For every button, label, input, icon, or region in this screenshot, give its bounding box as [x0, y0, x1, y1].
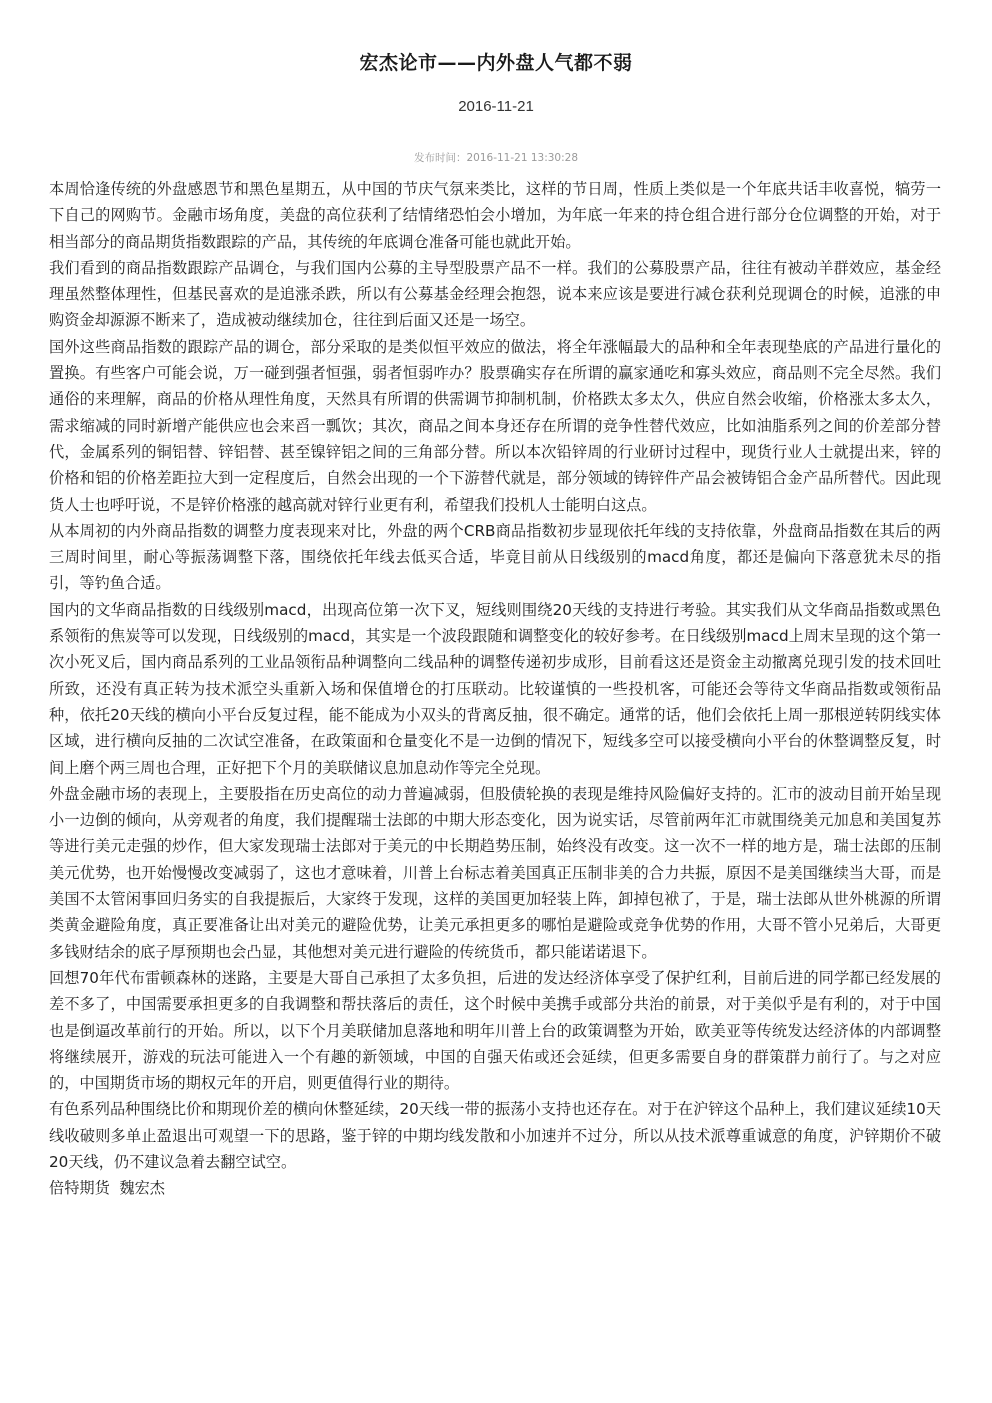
publish-time: 发布时间：2016-11-21 13:30:28 [413, 152, 579, 164]
article-paragraph: 从本周初的内外商品指数的调整力度表现来对比，外盘的两个CRB商品指数初步显现依托年线的支持依靠，外盘商品指数在其后的两三周时间里，耐心等振荡调整下落，围绕依托年线去低买合适，毕竟目前从日线级别的macd角度，都还是偏向下落意犹未尽的指引，等钓鱼合适。 [49, 521, 941, 593]
article-paragraph: 外盘金融市场的表现上，主要股指在历史高位的动力普遍减弱，但股债轮换的表现是维持风险偏好支持的。汇市的波动目前开始呈现小一边倒的倾向，从旁观者的角度，我们提醒瑞士法郎的中期大形态变化，因为说实话，尽管前两年汇市就围绕美元加息和美国复苏等进行美元走强的炒作，但大家发现瑞士法郎对于美元的中长期趋势压制，始终没有改变。这一次不一样的地方是，瑞士法郎的压制美元优势，也开始慢慢改变减弱了，这也才意味着，川普上台标志着美国真正压制非美的合力共振，原因不是美国继续当大哥，而是美国不太管闲事回归务实的自我提振后，大家终于发现，这样的美国更加轻装上阵，卸掉包袱了，于是，瑞士法郎从世外桃源的所谓类黄金避险角度，真正要准备让出对美元的避险优势，让美元承担更多的哪怕是避险或竞争优势的作用，大哥不管小兄弟后，大哥更多钱财结余的底子厚预期也会凸显，其他想对美元进行避险的传统货币，都只能诺诺退下。 [49, 784, 941, 961]
article-paragraph: 回想70年代布雷顿森林的迷路，主要是大哥自己承担了太多负担，后进的发达经济体享受了保护红利，目前后进的同学都已经发展的差不多了，中国需要承担更多的自我调整和帮扶落后的责任，这个时候中美携手或部分共治的前景，对于美似乎是有利的，对于中国也是倒逼改革前行的开始。所以，以下个月美联储加息落地和明年川普上台的政策调整为开始，欧美亚等传统发达经济体的内部调整将继续展开，游戏的玩法可能进入一个有趣的新领域，中国的自强天佑或还会延续，但更多需要自身的群策群力前行了。与之对应的，中国期货市场的期权元年的开启，则更值得行业的期待。 [49, 968, 941, 1093]
article-paragraph: 国外这些商品指数的跟踪产品的调仓，部分采取的是类似恒平效应的做法，将全年涨幅最大的品种和全年表现垫底的产品进行量化的置换。有些客户可能会说，万一碰到强者恒强，弱者恒弱咋办？股票确实存在所谓的赢家通吃和寡头效应，商品则不完全尽然。我们通俗的来理解，商品的价格从理性角度，天然具有所谓的供需调节抑制机制，价格跌太多太久，供应自然会收缩，价格涨太多太久，需求缩减的同时新增产能供应也会来舀一瓢饮；其次，商品之间本身还存在所谓的竞争性替代效应，比如油脂系列之间的价差部分替代，金属系列的铜铝替、锌铝替、甚至镍锌铝之间的三角部分替。所以本次铅锌周的行业研讨过程中，现货行业人士就提出来，锌的价格和铝的价格差距拉大到一定程度后，自然会出现的一个下游替代就是，部分领域的铸锌件产品会被铸铝合金产品所替代。因此现货人士也呼吁说，不是锌价格涨的越高就对锌行业更有利，希望我们投机人士能明白这点。 [49, 337, 941, 514]
article-paragraph: 本周恰逢传统的外盘感恩节和黑色星期五，从中国的节庆气氛来类比，这样的节日周，性质上类似是一个年底共话丰收喜悦，犒劳一下自己的网购节。金融市场角度，美盘的高位获利了结情绪恐怕会小增加，为年底一年来的持仓组合进行部分仓位调整的开始，对于相当部分的商品期货指数跟踪的产品，其传统的年底调仓准备可能也就此开始。 [49, 180, 941, 251]
article-date: 2016-11-21 [458, 98, 534, 115]
article-title: 宏杰论市——内外盘人气都不弱 [359, 52, 633, 74]
article-paragraph: 我们看到的商品指数跟踪产品调仓，与我们国内公募的主导型股票产品不一样。我们的公募股票产品，往往有被动羊群效应，基金经理虽然整体理性，但基民喜欢的是追涨杀跌，所以有公募基金经理会抱怨，说本来应该是要进行减仓获利兑现调仓的时候，追涨的申购资金却源源不断来了，造成被动继续加仓，往往到后面又还是一场空。 [49, 258, 941, 330]
article-body [49, 176, 941, 1202]
author-signature: 倍特期货 魏宏杰 [49, 1179, 165, 1198]
article-paragraph: 有色系列品种围绕比价和期现价差的横向休整延续，20天线一带的振荡小支持也还存在。对于在沪锌这个品种上，我们建议延续10天线收破则多单止盈退出可观望一下的思路，鉴于锌的中期均线发散和小加速并不过分，所以从技术派尊重诚意的角度，沪锌期价不破20天线，仍不建议急着去翻空试空。 [49, 1100, 941, 1171]
article-paragraph: 国内的文华商品指数的日线级别macd，出现高位第一次下叉，短线则围绕20天线的支持进行考验。其实我们从文华商品指数或黑色系领衔的焦炭等可以发现，日线级别的macd，其实是一个波段跟随和调整变化的较好参考。在日线级别macd上周末呈现的这个第一次小死叉后，国内商品系列的工业品领衔品种调整向二线品种的调整传递初步成形，目前看这还是资金主动撤离兑现引发的技术回吐所致，还没有真正转为技术派空头重新入场和保值增仓的打压联动。比较谨慎的一些投机客，可能还会等待文华商品指数或领衔品种，依托20天线的横向小平台反复过程，能不能成为小双头的背离反抽，很不确定。通常的话，他们会依托上周一那根逆转阴线实体区域，进行横向反抽的二次试空准备，在政策面和仓量变化不是一边倒的情况下，短线多空可以接受横向小平台的休整调整反复，时间上磨个两三周也合理，正好把下个月的美联储议息加息动作等完全兑现。 [49, 600, 941, 777]
